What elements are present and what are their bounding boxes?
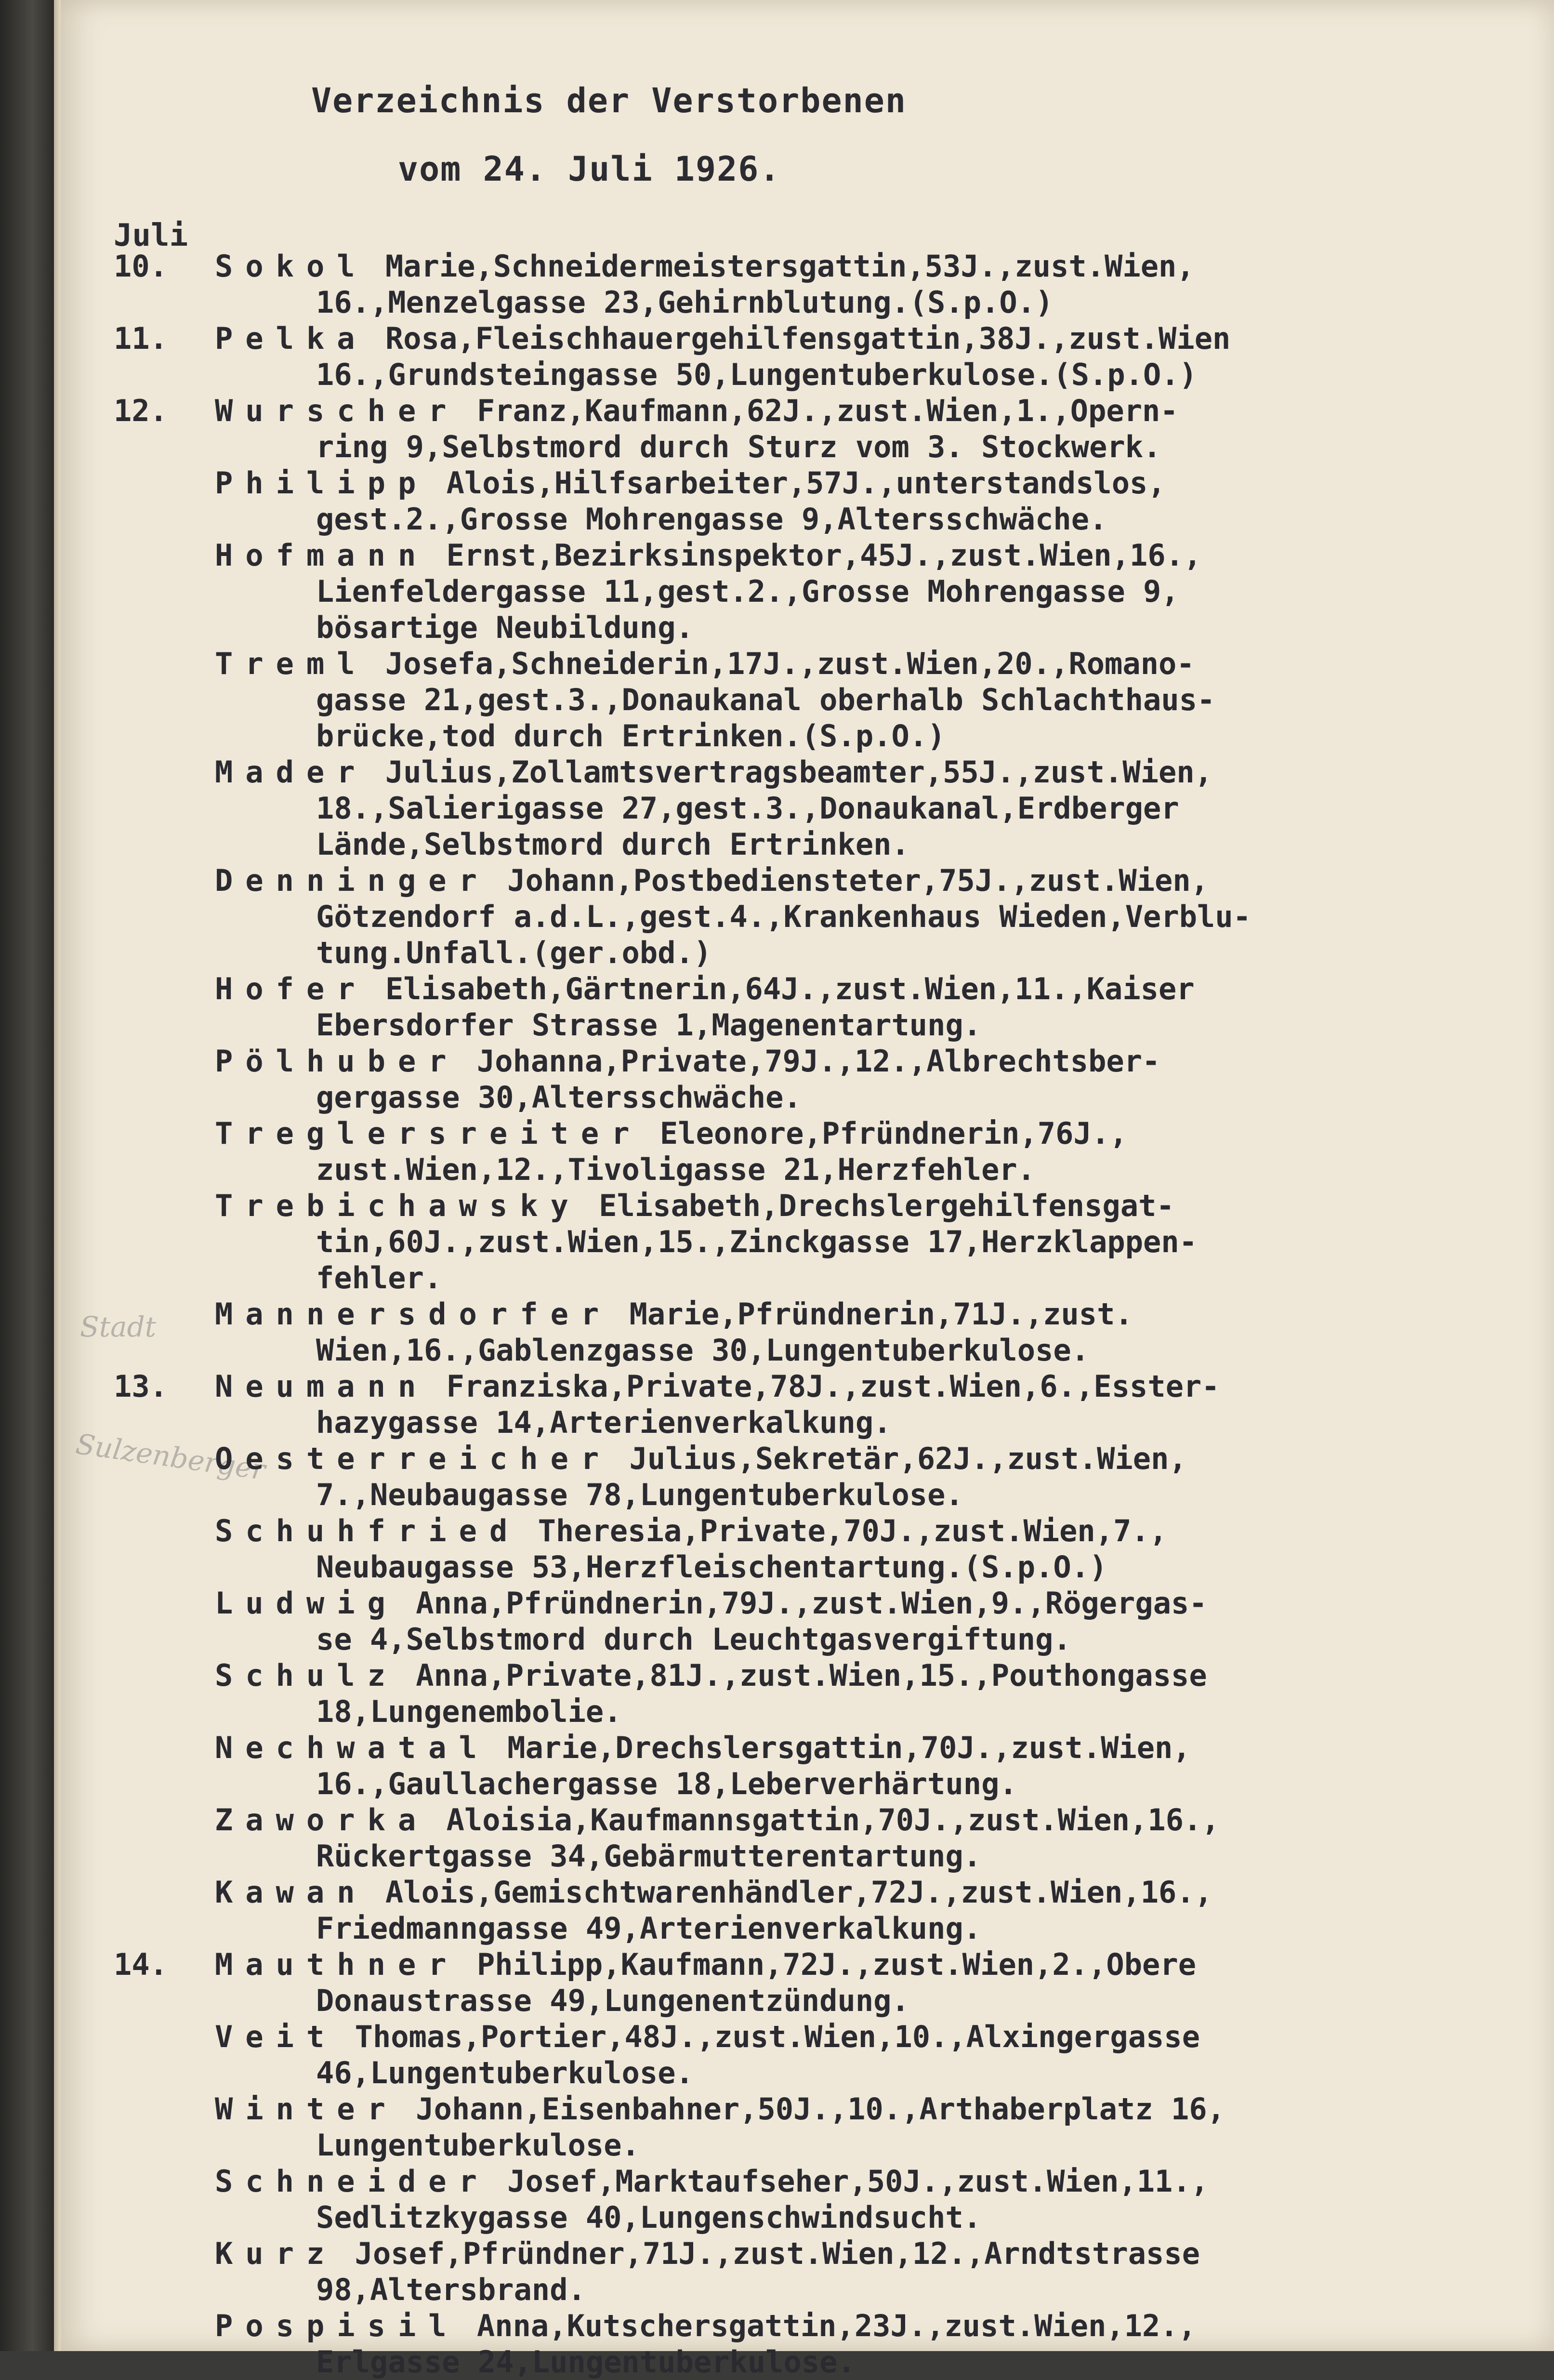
register-entry [61,248,1467,320]
entry-text [215,1585,1467,1657]
entry-line: fehler. [316,1260,442,1296]
entry-surname: Kurz [215,2236,337,2271]
entry-text [215,2163,1467,2235]
register-entry [61,2019,1467,2091]
entry-day [61,1441,215,1513]
entry-line: brücke,tod durch Ertrinken.(S.p.O.) [316,718,946,754]
entry-text [215,1296,1467,1368]
entry-details: Julius,Zollamtsvertragsbeamter,55J.,zust.Wien, [385,754,1213,790]
entry-text [215,1115,1467,1188]
entry-text [215,320,1467,393]
entry-line: ring 9,Selbstmord durch Sturz vom 3. Stockwerk. [316,429,1161,464]
entry-details: Ernst,Bezirksinspektor,45J.,zust.Wien,16., [446,538,1202,573]
entry-details: Thomas,Portier,48J.,zust.Wien,10.,Alxingergasse [355,2019,1200,2054]
entry-details: Anna,Kutschersgattin,23J.,zust.Wien,12., [476,2308,1197,2343]
entry-line [215,1802,1467,1838]
document-date: vom 24. Juli 1926. [398,149,781,189]
entry-surname: Philipp [215,465,429,501]
entry-line [215,2091,1467,2127]
death-register-list [61,248,1467,2380]
entry-line: Erlgasse 24,Lungentuberkulose. [316,2344,856,2380]
register-entry [61,971,1467,1043]
entry-details: Aloisia,Kaufmannsgattin,70J.,zust.Wien,16., [446,1802,1220,1838]
entry-line: Neubaugasse 53,Herzfleischentartung.(S.p.O.) [316,1549,1107,1585]
register-entry [61,1513,1467,1585]
register-entry [61,1188,1467,1296]
entry-surname: Treml [215,646,368,681]
entry-text [215,862,1467,971]
entry-details: Marie,Pfründnerin,71J.,zust. [629,1296,1133,1332]
register-entry [61,1296,1467,1368]
register-entry [61,393,1467,465]
entry-details: Anna,Private,81J.,zust.Wien,15.,Pouthongasse [416,1658,1207,1693]
entry-details: Marie,Drechslersgattin,70J.,zust.Wien, [507,1730,1191,1765]
entry-line: Wien,16.,Gablenzgasse 30,Lungentuberkulose. [316,1333,1090,1368]
entry-details: Josef,Pfründner,71J.,zust.Wien,12.,Arndtstrasse [355,2236,1200,2271]
entry-day [61,2163,215,2235]
entry-day [61,2091,215,2163]
entry-day [61,1115,215,1188]
entry-text [215,1730,1467,1802]
entry-line: Rückertgasse 34,Gebärmutterentartung. [316,1838,982,1874]
register-entry [61,1043,1467,1115]
register-entry [61,1802,1467,1874]
entry-line: zust.Wien,12.,Tivoligasse 21,Herzfehler. [316,1152,1036,1187]
entry-details: Johanna,Private,79J.,12.,Albrechtsber- [476,1044,1160,1079]
entry-text [215,754,1467,862]
entry-line [215,1730,1467,1766]
entry-text [215,1946,1467,2019]
entry-line: Götzendorf a.d.L.,gest.4.,Krankenhaus Wieden,Verblu- [316,899,1251,934]
entry-text [215,971,1467,1043]
entry-surname: Pelka [215,321,368,356]
entry-text [215,2308,1467,2380]
entry-line: bösartige Neubildung. [316,610,694,645]
entry-line: 46,Lungentuberkulose. [316,2055,694,2090]
entry-details: Eleonore,Pfründnerin,76J., [659,1116,1128,1151]
entry-day: 14. [114,1947,168,1982]
entry-line [215,1874,1467,1910]
entry-text [215,2235,1467,2308]
entry-line [215,248,1467,284]
entry-day [61,1657,215,1730]
entry-day [61,1585,215,1657]
entry-line [215,2235,1467,2272]
entry-line: Lienfeldergasse 11,gest.2.,Grosse Mohrengasse 9, [316,574,1179,609]
entry-line: 7.,Neubaugasse 78,Lungentuberkulose. [316,1477,963,1512]
entry-line: Friedmanngasse 49,Arterienverkalkung. [316,1911,982,1946]
entry-line [215,646,1467,682]
entry-line [215,1585,1467,1621]
entry-text [215,1441,1467,1513]
entry-line [215,1441,1467,1477]
entry-details: Johann,Eisenbahner,50J.,10.,Arthaberplatz 16, [416,2091,1225,2127]
entry-line [215,1043,1467,1079]
register-entry [61,1946,1467,2019]
entry-details: Josef,Marktaufseher,50J.,zust.Wien,11., [507,2164,1209,2199]
entry-line [215,971,1467,1007]
entry-details: Anna,Pfründnerin,79J.,zust.Wien,9.,Rögergas- [416,1586,1207,1621]
entry-line [215,393,1467,429]
margin-note: Stadt [80,1310,157,1343]
entry-text [215,465,1467,537]
entry-surname: Mannersdorfer [215,1296,612,1332]
register-entry [61,754,1467,862]
entry-line [215,1188,1467,1224]
entry-line: hazygasse 14,Arterienverkalkung. [316,1405,892,1440]
entry-surname: Pospisil [215,2308,459,2343]
entry-line: 18,Lungenembolie. [316,1694,622,1729]
register-entry [61,1441,1467,1513]
entry-line [215,320,1467,357]
entry-line: Sedlitzkygasse 40,Lungenschwindsucht. [316,2200,982,2235]
register-entry [61,2235,1467,2308]
entry-surname: Oesterreicher [215,1441,612,1476]
entry-day [61,646,215,754]
entry-line [215,1296,1467,1332]
entry-day [61,2308,215,2380]
entry-day: 12. [114,393,168,428]
register-entry [61,465,1467,537]
page-edge [54,0,61,2351]
month-label: Juli [114,218,188,253]
register-entry [61,1368,1467,1441]
entry-line: gergasse 30,Altersschwäche. [316,1080,802,1115]
entry-text [215,1513,1467,1585]
entry-details: Theresia,Private,70J.,zust.Wien,7., [538,1513,1168,1548]
entry-text [215,1043,1467,1115]
entry-text [215,393,1467,465]
entry-details: Rosa,Fleischhauergehilfensgattin,38J.,zust.Wien [385,321,1231,356]
entry-line [215,2019,1467,2055]
entry-line: gest.2.,Grosse Mohrengasse 9,Altersschwäche. [316,502,1107,537]
entry-day [61,1188,215,1296]
entry-line [215,1513,1467,1549]
entry-surname: Ludwig [215,1586,398,1621]
entry-day [61,754,215,862]
entry-text [215,646,1467,754]
entry-day [61,2019,215,2091]
register-entry [61,2308,1467,2380]
entry-text [215,1802,1467,1874]
entry-surname: Veit [215,2019,337,2054]
entry-surname: Mader [215,754,368,790]
entry-surname: Nechwatal [215,1730,489,1765]
entry-details: Elisabeth,Gärtnerin,64J.,zust.Wien,11.,Kaiser [385,971,1195,1006]
entry-text [215,1874,1467,1946]
margin-note: Sulzenberger [74,1427,268,1487]
entry-text [215,2091,1467,2163]
entry-text [215,1368,1467,1441]
entry-day: 11. [114,321,168,356]
entry-line [215,537,1467,573]
book-spine [0,0,54,2351]
entry-surname: Hofer [215,971,368,1006]
document-page [61,0,1554,2380]
entry-line [215,1946,1467,1983]
entry-line: gasse 21,gest.3.,Donaukanal oberhalb Schlachthaus- [316,682,1215,717]
entry-line [215,465,1467,501]
entry-details: Julius,Sekretär,62J.,zust.Wien, [629,1441,1187,1476]
entry-surname: Winter [215,2091,398,2127]
entry-surname: Zaworka [215,1802,429,1838]
entry-surname: Kawan [215,1875,368,1910]
entry-line: tung.Unfall.(ger.obd.) [316,935,712,970]
entry-details: Josefa,Schneiderin,17J.,zust.Wien,20.,Romano- [385,646,1195,681]
entry-line: 16.,Menzelgasse 23,Gehirnblutung.(S.p.O.) [316,285,1054,320]
entry-details: Franz,Kaufmann,62J.,zust.Wien,1.,Opern- [476,393,1178,428]
entry-text [215,1657,1467,1730]
entry-line: Ebersdorfer Strasse 1,Magenentartung. [316,1007,982,1043]
entry-day [61,1043,215,1115]
entry-line: 16.,Gaullachergasse 18,Leberverhärtung. [316,1766,1017,1801]
entry-line [215,2163,1467,2199]
entry-day [61,537,215,646]
entry-line: Lungentuberkulose. [316,2128,640,2163]
entry-line [215,1115,1467,1151]
entry-text [215,248,1467,320]
entry-details: Philipp,Kaufmann,72J.,zust.Wien,2.,Obere [476,1947,1197,1982]
entry-details: Elisabeth,Drechslergehilfensgat- [599,1188,1174,1223]
entry-day [61,465,215,537]
register-entry [61,2091,1467,2163]
entry-line: 18.,Salierigasse 27,gest.3.,Donaukanal,Erdberger [316,791,1179,826]
entry-surname: Wurscher [215,393,459,428]
entry-day [61,862,215,971]
entry-day [61,1296,215,1368]
entry-day [61,1802,215,1874]
entry-day [61,1874,215,1946]
entry-line [215,2308,1467,2344]
entry-surname: Mauthner [215,1947,459,1982]
entry-line [215,862,1467,899]
entry-line [215,1368,1467,1404]
entry-details: Alois,Hilfsarbeiter,57J.,unterstandslos, [446,465,1166,501]
entry-line: se 4,Selbstmord durch Leuchtgasvergiftung. [316,1622,1071,1657]
entry-surname: Trebichawsky [215,1188,581,1223]
entry-day [61,2235,215,2308]
entry-details: Franziska,Private,78J.,zust.Wien,6.,Esster- [446,1369,1220,1404]
entry-surname: Pölhuber [215,1044,459,1079]
entry-line [215,754,1467,790]
entry-day: 10. [114,249,168,284]
register-entry [61,1657,1467,1730]
register-entry [61,1115,1467,1188]
entry-day [61,1730,215,1802]
entry-line: tin,60J.,zust.Wien,15.,Zinckgasse 17,Herzklappen- [316,1224,1198,1259]
entry-surname: Schneider [215,2164,489,2199]
register-entry [61,537,1467,646]
entry-surname: Schulz [215,1658,398,1693]
entry-line: 16.,Grundsteingasse 50,Lungentuberkulose.(S.p.O.) [316,357,1198,392]
entry-text [215,537,1467,646]
entry-surname: Denninger [215,863,489,898]
entry-text [215,2019,1467,2091]
entry-text [215,1188,1467,1296]
entry-details: Marie,Schneidermeistersgattin,53J.,zust.Wien, [385,249,1195,284]
register-entry [61,1874,1467,1946]
entry-surname: Neumann [215,1369,429,1404]
entry-day [61,1513,215,1585]
entry-line [215,1657,1467,1693]
entry-surname: Sokol [215,249,368,284]
entry-surname: Hofmann [215,538,429,573]
register-entry [61,1585,1467,1657]
register-entry [61,646,1467,754]
register-entry [61,862,1467,971]
entry-line: Donaustrasse 49,Lungenentzündung. [316,1983,909,2018]
document-title: Verzeichnis der Verstorbenen [311,81,907,120]
entry-day [61,971,215,1043]
entry-surname: Schuhfried [215,1513,520,1548]
entry-day: 13. [114,1369,168,1404]
register-entry [61,1730,1467,1802]
entry-details: Johann,Postbediensteter,75J.,zust.Wien, [507,863,1209,898]
entry-surname: Treglersreiter [215,1116,642,1151]
entry-line: 98,Altersbrand. [316,2272,586,2307]
register-entry [61,2163,1467,2235]
register-entry [61,320,1467,393]
entry-details: Alois,Gemischtwarenhändler,72J.,zust.Wien,16., [385,1875,1213,1910]
entry-line: Lände,Selbstmord durch Ertrinken. [316,827,909,862]
